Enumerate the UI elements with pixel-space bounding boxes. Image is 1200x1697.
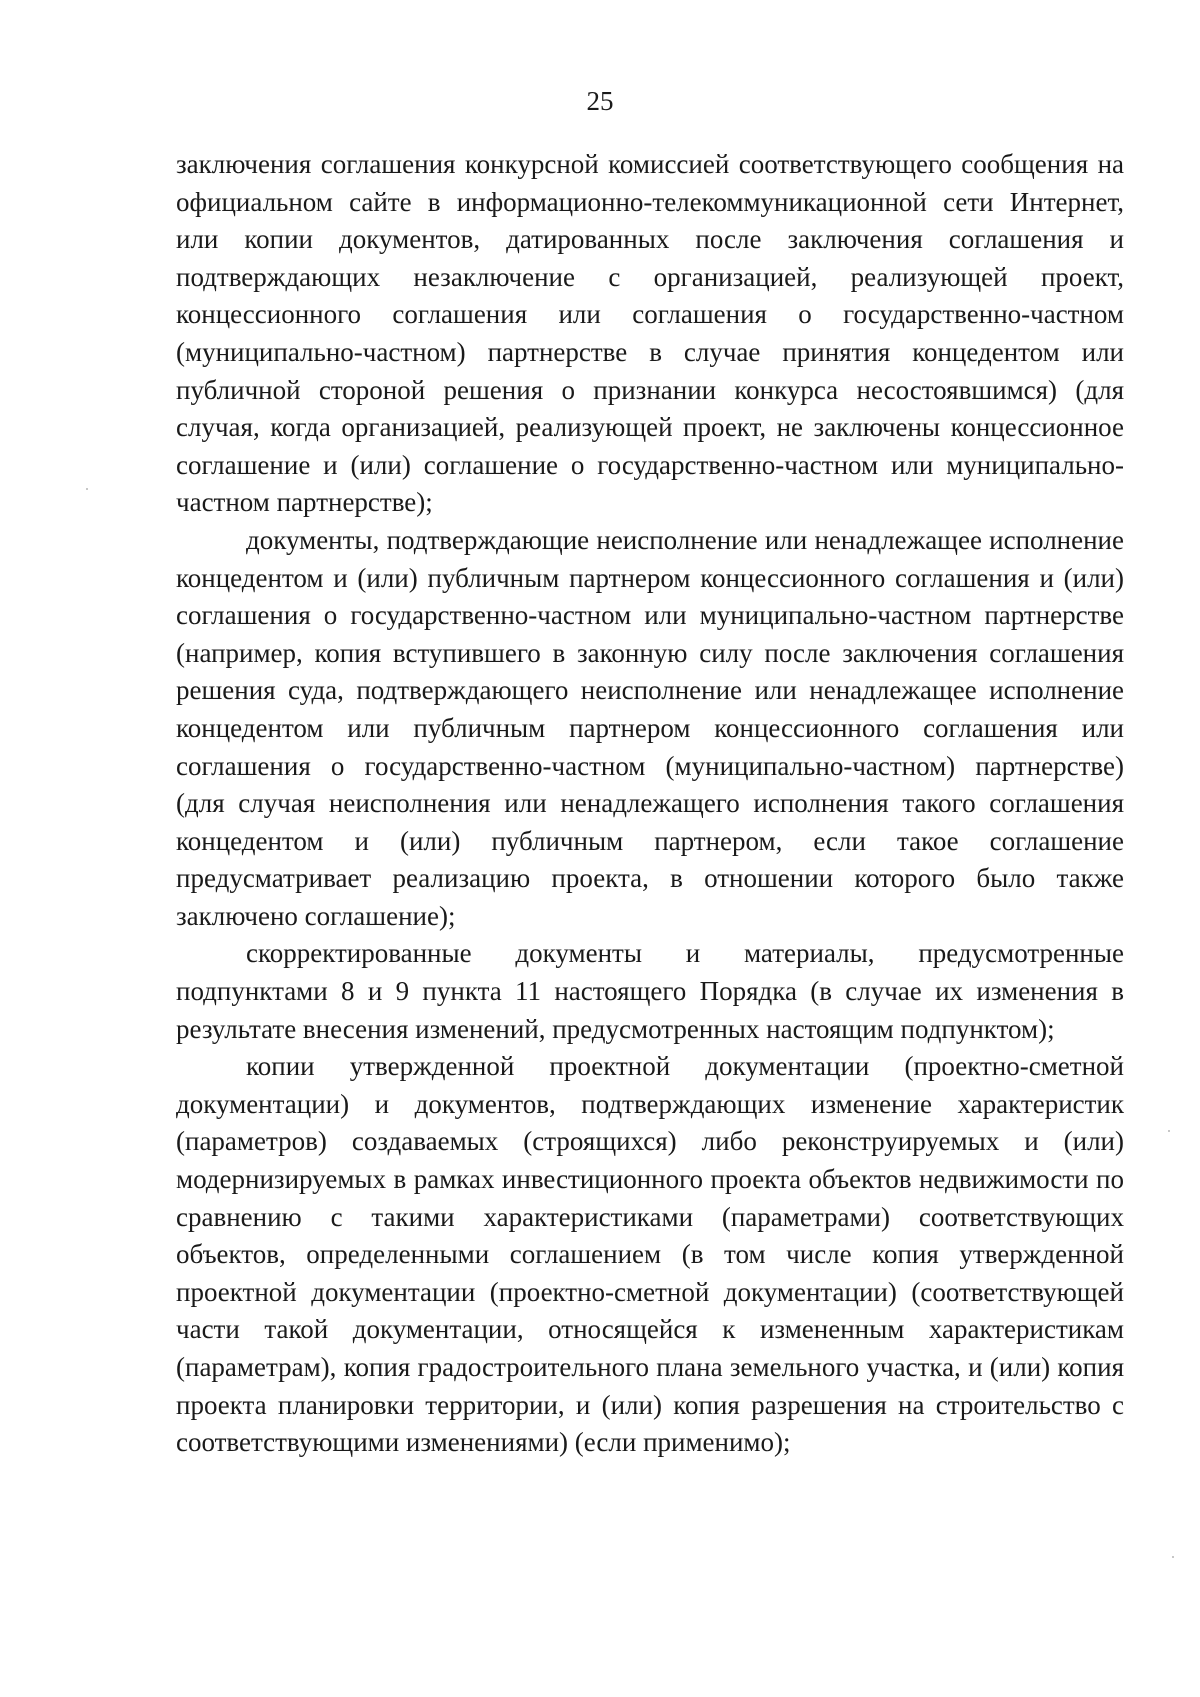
paragraph-nonperformance-documents: документы, подтверждающие неисполнение или ненадлежащее исполнение концедентом и (или) публичным партнером концессионного соглашения и (или) соглашения о государственно-частном или муниципально-частном партнерстве (например, копия вступившего в законную силу после заключения соглашения решения суда, подтверждающего неисполнение или ненадлежащее исполнение концедентом или публичным партнером концессионного соглашения или соглашения о государственно-частном (муниципально-частном) партнерстве) (для случая неисполнения или ненадлежащего исполнения такого соглашения концедентом и (или) публичным партнером, если такое соглашение предусматривает реализацию проекта, в отношении которого было также заключено соглашение);	[176, 524, 1124, 931]
scan-speck	[86, 488, 88, 490]
paragraph-project-documentation: копии утвержденной проектной документации (проектно-сметной документации) и документов, подтверждающих изменение характеристик (параметров) создаваемых (строящихся) либо реконструируемых и (или) модернизируемых в рамках инвестиционного проекта объектов недвижимости по сравнению с такими характеристиками (параметрами) соответствующих объектов, определенными соглашением (в том числе копия утвержденной проектной документации (проектно-сметной документации) (соответствующей части такой документации, относящейся к измененным характеристикам (параметрам), копия градостроительного плана земельного участка, и (или) копия проекта планировки территории, и (или) копия разрешения на строительство с соответствующими изменениями) (если применимо);	[176, 1051, 1124, 1458]
document-body	[176, 146, 1124, 1462]
scan-speck	[1168, 1130, 1170, 1132]
page-number: 25	[586, 86, 614, 116]
paragraph-continuation: заключения соглашения конкурсной комиссией соответствующего сообщения на официальном сайте в информационно-телекоммуникационной сети Интернет, или копии документов, датированных после заключения соглашения и подтверждающих незаключение с организацией, реализующей проект, концессионного соглашения или соглашения о государственно-частном (муниципально-частном) партнерстве в случае принятия концедентом или публичной стороной решения о признании конкурса несостоявшимся) (для случая, когда организацией, реализующей проект, не заключены концессионное соглашение и (или) соглашение о государственно-частном или муниципально-частном партнерстве);	[176, 149, 1124, 518]
paragraph-adjusted-documents: скорректированные документы и материалы, предусмотренные подпунктами 8 и 9 пункта 11 настоящего Порядка (в случае их изменения в результате внесения изменений, предусмотренных настоящим подпунктом);	[176, 938, 1124, 1044]
scan-speck	[1172, 1556, 1174, 1558]
